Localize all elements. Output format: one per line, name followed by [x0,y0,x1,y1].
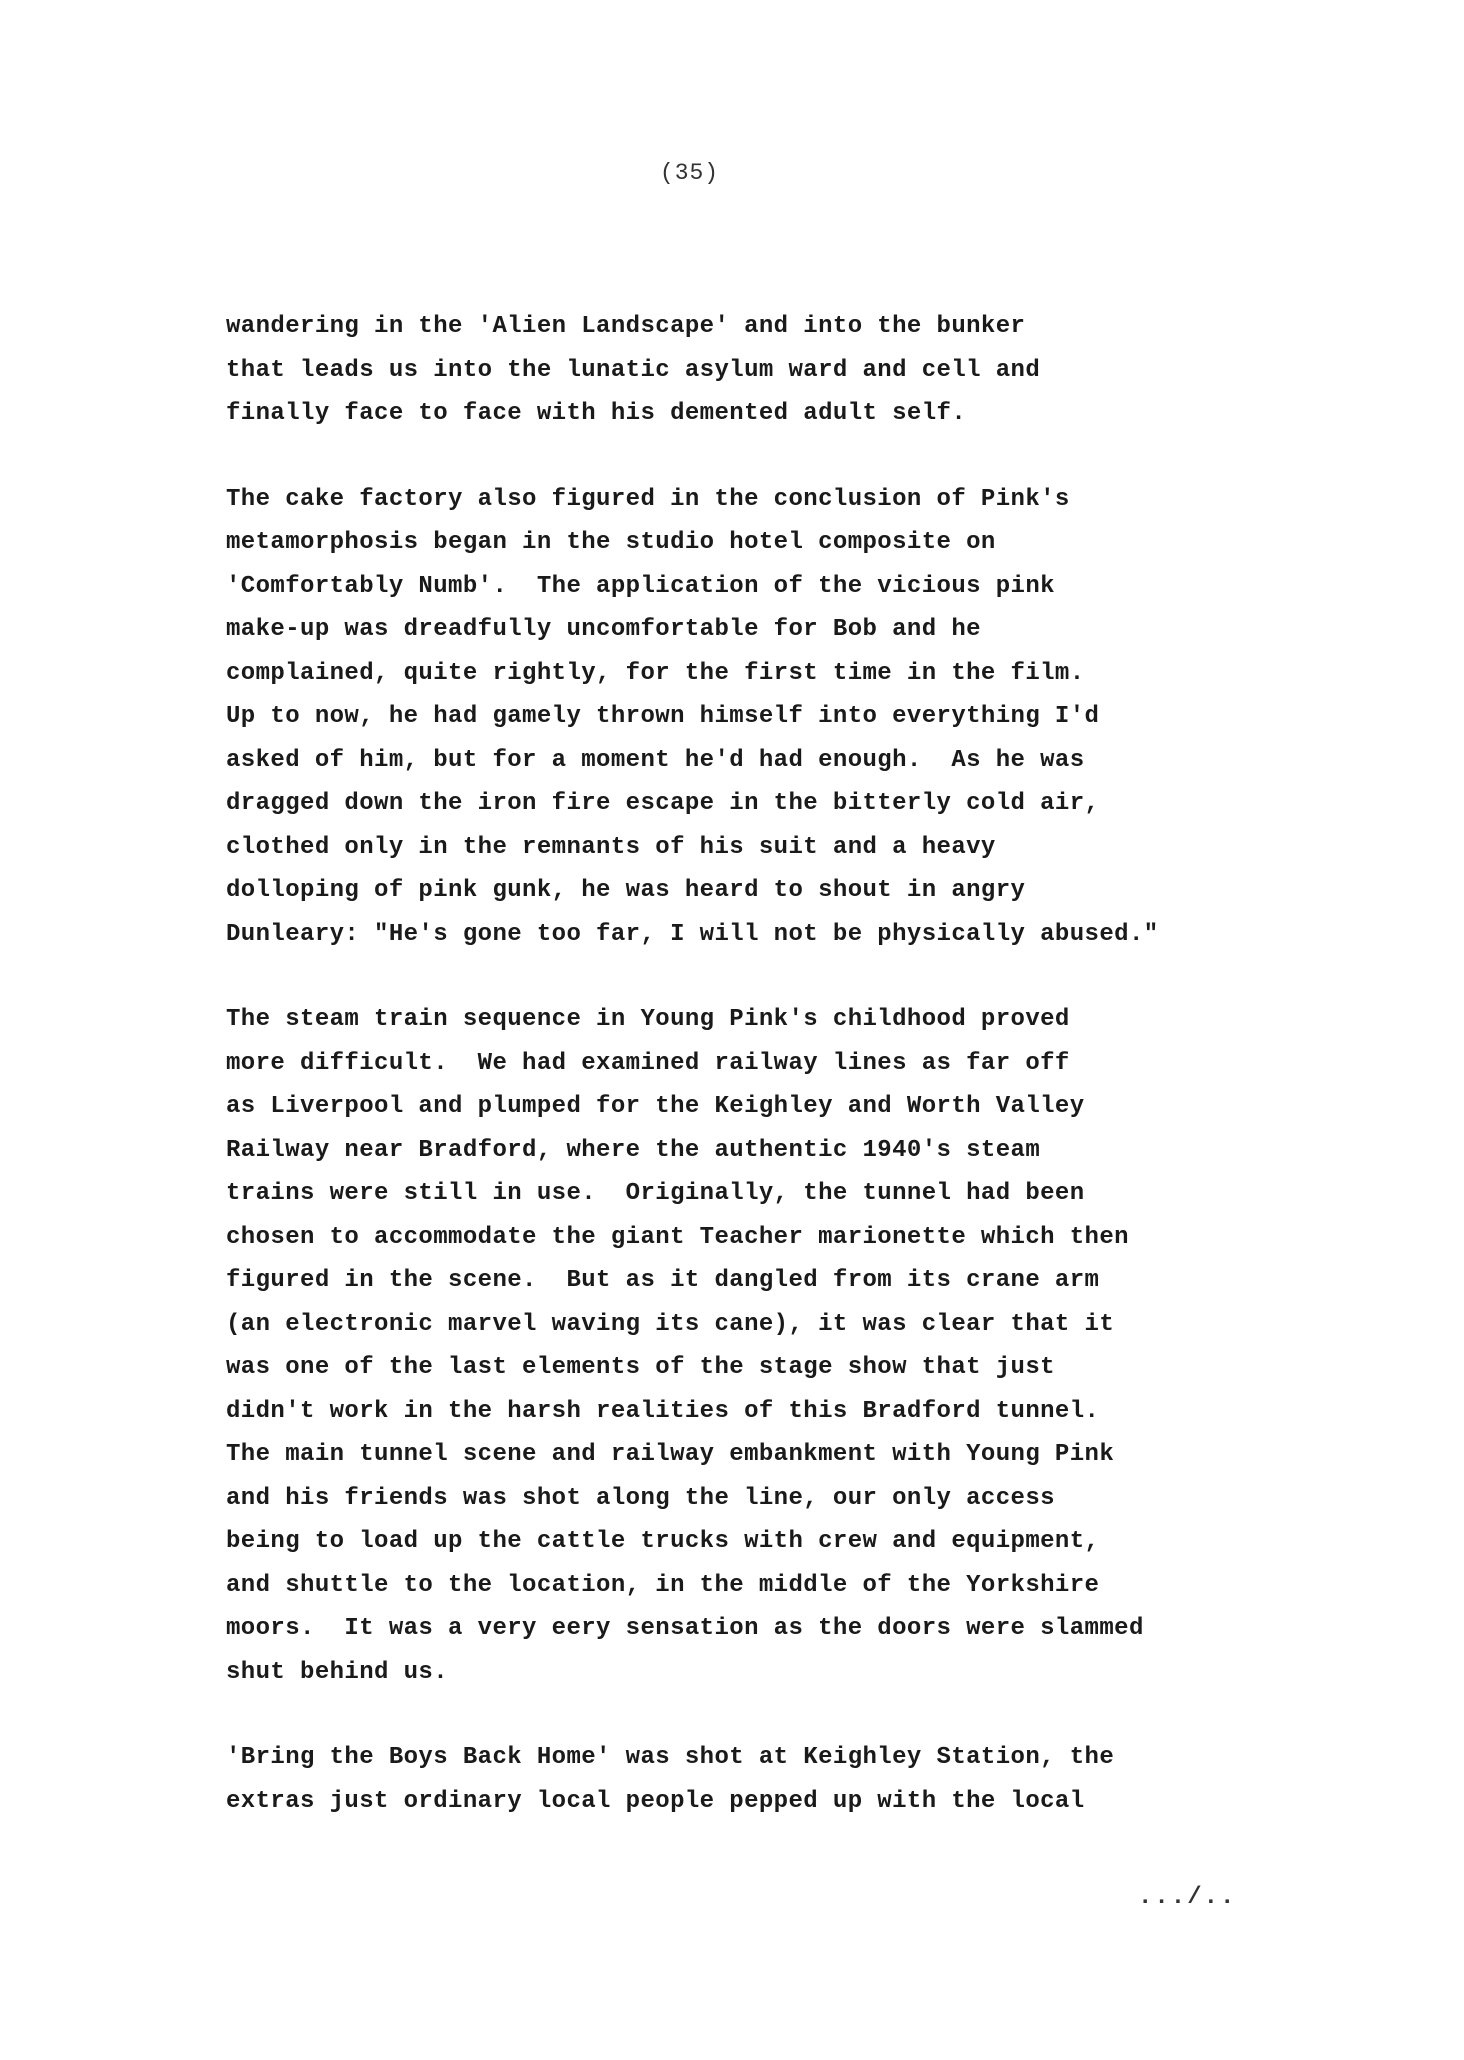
text-line: wandering in the 'Alien Landscape' and into the bunker [226,313,1026,340]
text-line: 'Bring the Boys Back Home' was shot at Keighley Station, the [226,1744,1115,1771]
text-line: figured in the scene. But as it dangled from its crane arm [226,1267,1100,1294]
continuation-mark: .../.. [1138,1884,1237,1911]
text-line: as Liverpool and plumped for the Keighley and Worth Valley [226,1093,1085,1120]
text-line: clothed only in the remnants of his suit and a heavy [226,833,996,861]
text-line: Dunleary: "He's gone too far, I will not be physically abused." [226,920,1159,948]
text-line: was one of the last elements of the stage show that just [226,1354,1055,1381]
text-line: moors. It was a very eery sensation as the doors were slammed [226,1615,1144,1642]
paragraph-2 [226,478,1336,957]
text-line: didn't work in the harsh realities of this Bradford tunnel. [226,1397,1100,1425]
text-line: that leads us into the lunatic asylum ward and cell and [226,356,1041,384]
paragraph-3 [226,998,1336,1694]
text-line: asked of him, but for a moment he'd had enough. As he was [226,746,1085,774]
text-line: more difficult. We had examined railway lines as far off [226,1049,1070,1077]
text-line: (an electronic marvel waving its cane), it was clear that it [226,1310,1115,1338]
text-line: dolloping of pink gunk, he was heard to shout in angry [226,877,1026,904]
page-number: (35) [659,160,720,186]
text-line: Up to now, he had gamely thrown himself into everything I'd [226,703,1100,730]
text-line: 'Comfortably Numb'. The application of the vicious pink [226,572,1055,600]
text-line: complained, quite rightly, for the first time in the film. [226,659,1085,687]
text-line: dragged down the iron fire escape in the bitterly cold air, [226,790,1100,817]
text-line: finally face to face with his demented adult self. [226,400,967,427]
text-line: The main tunnel scene and railway embankment with Young Pink [226,1441,1115,1468]
text-line: chosen to accommodate the giant Teacher marionette which then [226,1223,1129,1251]
text-line: trains were still in use. Originally, the tunnel had been [226,1180,1085,1207]
text-line: Railway near Bradford, where the authentic 1940's steam [226,1136,1041,1164]
paragraph-4 [226,1736,1336,1823]
text-line: and his friends was shot along the line, our only access [226,1484,1055,1512]
text-line: extras just ordinary local people pepped up with the local [226,1787,1085,1815]
body-text [226,305,1336,1865]
text-line: The cake factory also figured in the conclusion of Pink's [226,485,1070,513]
text-line: metamorphosis began in the studio hotel composite on [226,529,996,556]
paragraph-1 [226,305,1336,436]
text-line: being to load up the cattle trucks with crew and equipment, [226,1528,1100,1555]
text-line: The steam train sequence in Young Pink's childhood proved [226,1006,1070,1033]
text-line: and shuttle to the location, in the middle of the Yorkshire [226,1571,1100,1599]
text-line: shut behind us. [226,1658,449,1686]
text-line: make-up was dreadfully uncomfortable for Bob and he [226,616,981,643]
